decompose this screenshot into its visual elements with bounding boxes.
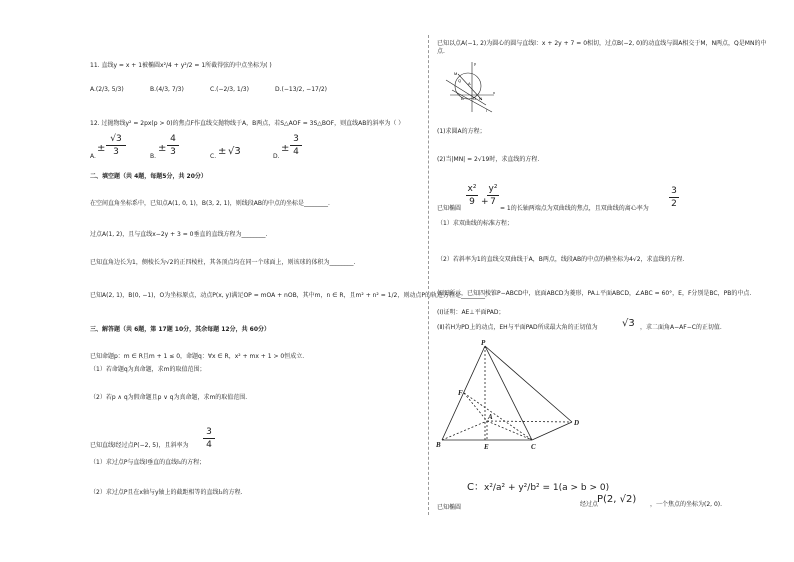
section-solve-heading: 三、解答题（共 6题，第 17题 10分，其余每题 12分，共 60分） [90, 326, 271, 333]
q20-part2: （2）若斜率为1的直线交双曲线于A，B两点，线段AB的中点的横坐标为4√2，求直线的方程. [437, 256, 685, 263]
column-divider [428, 35, 429, 515]
svg-text:B: B [436, 441, 441, 449]
svg-text:P: P [481, 339, 486, 347]
q21-stem: 如图所示，已知四棱锥P−ABCD中，底面ABCD为菱形，PA⊥平面ABCD，∠ABC = 60°，E，F分别是BC，PB的中点. [437, 290, 752, 297]
q18-part1: （1）求过点P与直线l垂直的直线l₁的方程； [90, 459, 206, 466]
q21-part1: (Ⅰ)证明：AE⊥平面PAD； [437, 309, 505, 316]
svg-text:l: l [486, 108, 487, 113]
q18-part2: （2）求过点P且在x轴与y轴上的截距相等的直线l₂的方程. [90, 489, 243, 496]
q17-part2: （2）若p ∧ q为假命题且p ∨ q为真命题，求m的取值范围. [90, 394, 248, 401]
q21-part2b: ，求二面角A−AF−C的正切值. [640, 324, 722, 331]
svg-text:O: O [473, 96, 477, 101]
q21-part2a: (Ⅱ)若H为PD上的动点，EH与平面PAD所成最大角的正切值为 [437, 324, 598, 331]
q20-mid: = 1的长轴两端点为双曲线的焦点，且双曲线的离心率为 [500, 205, 649, 212]
svg-text:B: B [461, 96, 464, 101]
q20-frac-y: y² 7 [488, 184, 498, 207]
q17-part1: （1）若命题q为真命题，求m的取值范围； [90, 366, 206, 373]
q11-stem: 11. 直线y = x + 1被椭圆x²/4 + y²/2 = 1所截得弦的中点坐标为( ) [90, 62, 272, 69]
q19-stem: 已知以点A(−1, 2)为圆心的圆与直线l：x + 2y + 7 = 0相切，过点B(−2, 0)的动直线与圆A相交于M，N两点，Q是MN的中点. [437, 40, 767, 55]
q18-stem: 已知直线l经过点P(−2, 5)，且斜率为 [90, 442, 189, 449]
q19-part1: (1)求圆A的方程； [437, 128, 486, 135]
fill-item-14: 过点A(1, 2)，且与直线x−2y + 3 = 0垂直的直线方程为________. [90, 231, 268, 238]
q20-pre: 已知椭圆 [437, 205, 462, 212]
q19-part2: (2)当|MN| = 2√19时，求直线的方程. [437, 156, 540, 163]
q18-slope: 3 4 [203, 427, 215, 450]
q11-option-d: D.(−13/2, −17/2) [275, 86, 328, 93]
q19-circle-figure [446, 60, 496, 115]
fill-item-16: 已知A(2, 1)，B(0, −1)，O为坐标原点，动点P(x, y)满足OP = mOA + nOB，其中m，n ∈ R，且m² + n² = 1/2，则动点P的轨迹方程是________. [90, 292, 487, 299]
q17-stem: 已知命题p：m ∈ R且m + 1 ≤ 0，命题q：∀x ∈ R，x² + mx + 1 > 0恒成立. [90, 353, 305, 360]
fill-item-13: 在空间直角坐标系中，已知点A(1, 0, 1)，B(3, 2, 1)，则线段AB的中点的坐标是________. [90, 200, 330, 207]
q20-frac-x: x² 9 [467, 184, 477, 207]
q20-part1: （1）求双曲线的标准方程； [437, 220, 513, 227]
svg-text:A: A [468, 81, 471, 86]
q12-stem: 12. 过抛物线y² = 2px(p > 0)的焦点F作直线交抛物线于A，B两点，若S△AOF = 3S△BOF，则直线AB的斜率为（ ） [90, 120, 405, 127]
svg-text:E: E [484, 443, 489, 451]
q22-point: P(2, √2) [597, 494, 637, 505]
section-fill-heading: 二、填空题（共 4题，每题5分，共 20分） [90, 173, 207, 180]
q22-via: 经过点 [580, 501, 599, 508]
q22-equation: x²/a² + y²/b² = 1(a > b > 0) [484, 483, 610, 493]
svg-text:x: x [493, 90, 495, 95]
svg-text:C: C [531, 443, 536, 451]
svg-text:N: N [479, 96, 482, 101]
svg-text:A: A [488, 413, 493, 421]
q22-post: ，一个焦点的坐标为(2, 0). [650, 501, 723, 508]
svg-text:F: F [458, 389, 463, 397]
q21-pyramid-figure [432, 338, 592, 453]
q22-C: C： [467, 482, 484, 493]
q20-eccentricity: 3 2 [669, 186, 679, 209]
q21-sqrt3: √3 [622, 318, 635, 329]
fill-item-15: 已知直角边长为1，侧棱长为√2的正四棱柱，其各顶点均在同一个球面上，则该球的体积为________. [90, 259, 356, 266]
q11-option-c: C.(−2/3, 1/3) [210, 86, 249, 93]
svg-text:Q: Q [458, 78, 462, 83]
q11-option-b: B.(4/3, 7/3) [150, 86, 184, 93]
svg-text:D: D [574, 419, 580, 427]
q22-pre: 已知椭圆 [437, 504, 462, 511]
svg-text:M: M [454, 71, 458, 76]
svg-text:y: y [474, 61, 476, 66]
q11-option-a: A.(2/3, 5/3) [90, 86, 124, 93]
